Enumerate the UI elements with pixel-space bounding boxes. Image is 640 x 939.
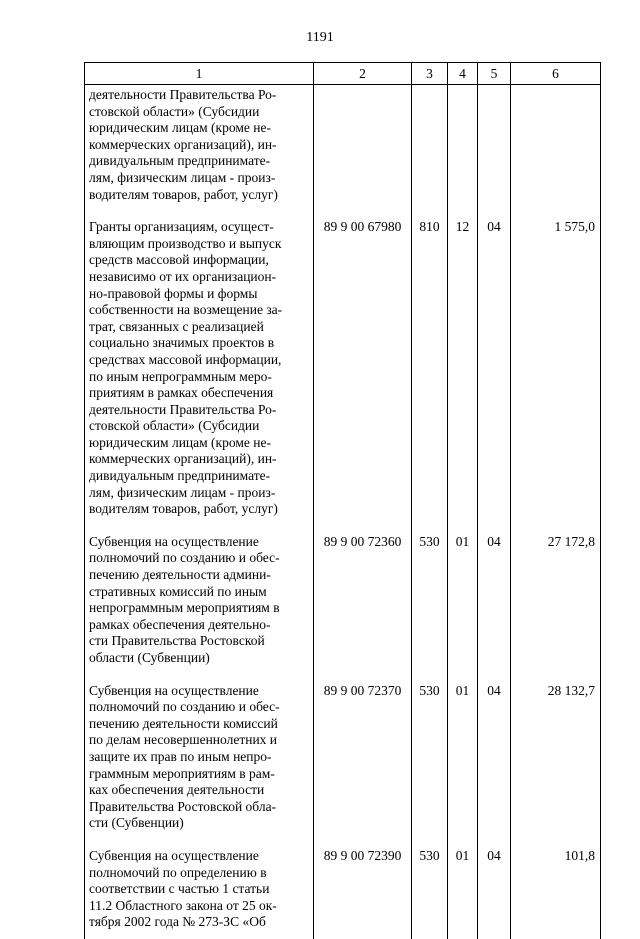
row-name-cell: [85, 211, 314, 526]
row-name-cell: [85, 675, 314, 840]
column-header: 6: [511, 63, 601, 85]
row-col3-cell: [412, 85, 448, 212]
row-col3-cell: 530: [412, 675, 448, 840]
row-amount-cell: [511, 85, 601, 212]
table-row: [85, 840, 601, 939]
row-name-line: непрограммным мероприятиям в: [89, 600, 280, 616]
row-name-line: юридическим лицам (кроме не-: [89, 434, 271, 450]
row-name-line: деятельности Правительства Ро-: [89, 87, 277, 102]
row-code-cell: 89 9 00 72370: [314, 675, 412, 840]
row-name-line: Субвенция на осуществление: [89, 682, 259, 698]
row-amount-cell: 1 575,0: [511, 211, 601, 526]
column-header: 5: [478, 63, 511, 85]
row-col3-cell: 530: [412, 526, 448, 675]
row-amount-cell: 28 132,7: [511, 675, 601, 840]
row-col4-cell: 01: [448, 840, 478, 939]
row-name-line: Субвенция на осуществление: [89, 847, 259, 863]
row-name-line: по иным непрограммным меро-: [89, 368, 272, 384]
row-code-cell: 89 9 00 72390: [314, 840, 412, 939]
row-name-line: полномочий по созданию и обес-: [89, 699, 280, 715]
table-row: [85, 211, 601, 526]
row-name-line: сти Правительства Ростовской: [89, 633, 265, 649]
row-name-line: лям, физическим лицам - произ-: [89, 484, 276, 500]
row-name-line: по делам несовершеннолетних и: [89, 732, 278, 748]
row-name-line: Субвенция на осуществление: [89, 533, 259, 549]
row-code-cell: 89 9 00 72360: [314, 526, 412, 675]
row-name-line: полномочий по созданию и обес-: [89, 550, 280, 566]
row-col5-cell: [478, 85, 511, 212]
column-header: 3: [412, 63, 448, 85]
table-header-row: [85, 63, 601, 85]
row-name-line: граммным мероприятиям в рам-: [89, 765, 275, 781]
row-name-line: Правительства Ростовской обла-: [89, 798, 277, 814]
row-name-line: социально значимых проектов в: [89, 335, 275, 351]
row-name-line: стративных комиссий по иным: [89, 583, 267, 599]
row-name-line: стовской области» (Субсидии: [89, 103, 260, 119]
row-name-line: рамках обеспечения деятельно-: [89, 616, 271, 632]
column-header: 2: [314, 63, 412, 85]
row-col3-cell: 530: [412, 840, 448, 939]
row-name-cell: [85, 85, 314, 212]
row-name-line: стовской области» (Субсидии: [89, 418, 260, 434]
row-name-line: области (Субвенции): [89, 650, 210, 665]
row-name-line: печению деятельности комиссий: [89, 715, 278, 731]
row-name-line: дивидуальным предпринимате-: [89, 468, 271, 484]
row-name-line: защите их прав по иным непро-: [89, 748, 272, 764]
row-name-line: юридическим лицам (кроме не-: [89, 120, 271, 136]
row-name-line: коммерческих организаций), ин-: [89, 451, 277, 467]
row-col4-cell: 01: [448, 526, 478, 675]
row-col4-cell: 12: [448, 211, 478, 526]
table-row: [85, 85, 601, 212]
row-name-cell: [85, 526, 314, 675]
table-row: [85, 675, 601, 840]
row-name-cell: [85, 840, 314, 939]
row-name-line: трат, связанных с реализацией: [89, 318, 264, 334]
budget-table: [84, 62, 601, 939]
row-name-line: печению деятельности админи-: [89, 567, 271, 583]
row-name-line: дивидуальным предпринимате-: [89, 153, 271, 169]
row-name-line: сти (Субвенции): [89, 815, 184, 831]
row-name-line: ках обеспечения деятельности: [89, 782, 265, 798]
row-col3-cell: 810: [412, 211, 448, 526]
row-name-line: деятельности Правительства Ро-: [89, 401, 277, 417]
row-col5-cell: 04: [478, 526, 511, 675]
row-name-line: вляющим производство и выпуск: [89, 235, 282, 251]
row-col5-cell: 04: [478, 211, 511, 526]
row-name-line: водителям товаров, работ, услуг): [89, 186, 278, 202]
row-name-line: лям, физическим лицам - произ-: [89, 169, 276, 185]
table-body: [85, 85, 601, 939]
table-row: [85, 526, 601, 675]
row-col5-cell: 04: [478, 840, 511, 939]
row-name-line: 11.2 Областного закона от 25 ок-: [89, 897, 277, 913]
row-name-line: средств массовой информации,: [89, 252, 269, 268]
row-name-line: собственности на возмещение за-: [89, 302, 283, 318]
row-name-line: Гранты организациям, осущест-: [89, 219, 274, 235]
row-name-line: коммерческих организаций), ин-: [89, 136, 277, 152]
row-name-line: соответствии с частью 1 статьи: [89, 881, 270, 897]
row-col4-cell: 01: [448, 675, 478, 840]
row-name-line: приятиям в рамках обеспечения: [89, 385, 274, 401]
row-name-line: независимо от их организацион-: [89, 268, 277, 284]
row-name-line: но-правовой формы и формы: [89, 285, 258, 301]
row-code-cell: 89 9 00 67980: [314, 211, 412, 526]
column-header: 4: [448, 63, 478, 85]
row-amount-cell: 27 172,8: [511, 526, 601, 675]
column-header: 1: [85, 63, 314, 85]
row-code-cell: [314, 85, 412, 212]
row-name-line: полномочий по определению в: [89, 864, 267, 880]
row-col5-cell: 04: [478, 675, 511, 840]
row-name-line: тября 2002 года № 273-ЗС «Об: [89, 914, 266, 930]
row-col4-cell: [448, 85, 478, 212]
row-name-line: средствах массовой информации,: [89, 351, 282, 367]
row-name-line: водителям товаров, работ, услуг): [89, 501, 278, 517]
page-number: 1191: [306, 30, 334, 45]
row-amount-cell: 101,8: [511, 840, 601, 939]
